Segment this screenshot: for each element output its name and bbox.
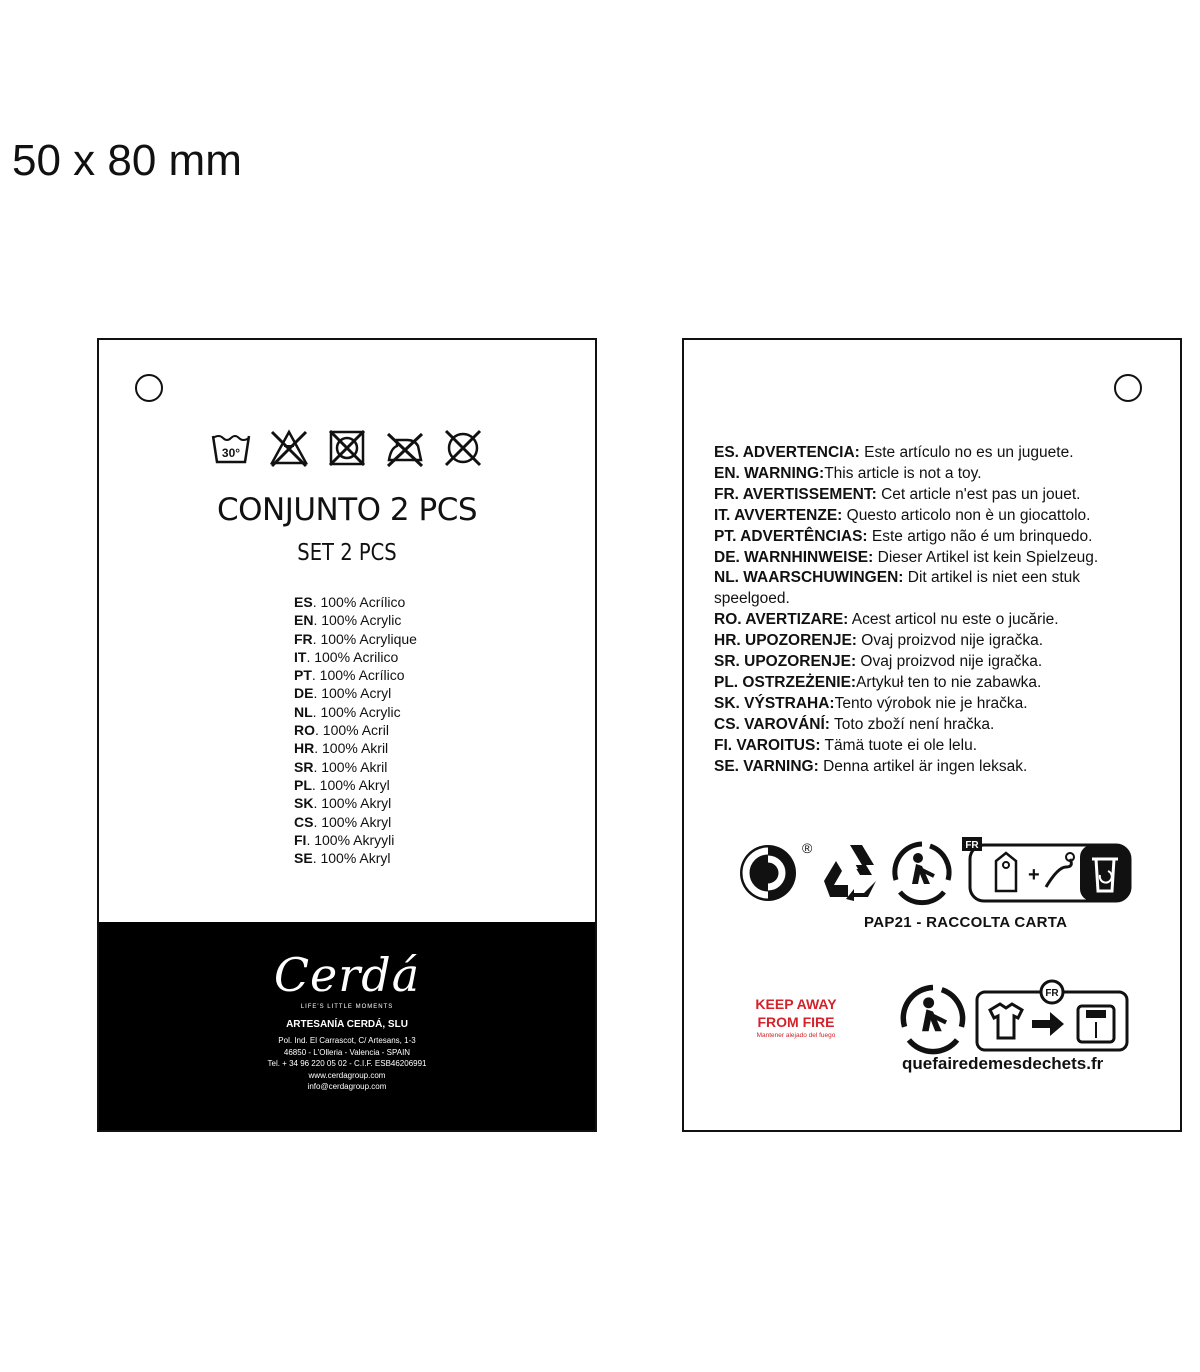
front-label-card — [97, 338, 597, 1132]
list-item: CS. 100% Akryl — [294, 813, 392, 830]
website-link: www.cerdagroup.com — [308, 1070, 386, 1080]
triman-symbols — [898, 980, 1130, 1054]
wash-temp: 30° — [221, 446, 241, 460]
hang-hole — [1114, 374, 1142, 402]
textile-triman-box — [974, 980, 1130, 1054]
wash-30-icon — [211, 428, 251, 468]
list-item: FR. AVERTISSEMENT: Cet article n'est pas un jouet. — [714, 485, 1081, 503]
recycling-website: quefairedemesdechets.fr — [902, 1054, 1104, 1073]
list-item: FI. 100% Akryyli — [294, 831, 395, 848]
registered-mark: ® — [802, 840, 813, 856]
list-item: DE. WARNHINWEISE: Dieser Artikel ist kein Spielzeug. — [714, 548, 1099, 566]
list-item: PL. OSTRZEŻENIE:Artykuł ten to nie zabawka. — [714, 673, 1042, 691]
address-line: 46850 - L'Olleria - Valencia - SPAIN — [283, 1047, 411, 1057]
list-item: FI. VAROITUS: Tämä tuote ei ole lelu. — [714, 736, 978, 754]
company-name: ARTESANÍA CERDÁ, SLU — [286, 1019, 408, 1030]
composition-list — [294, 593, 417, 867]
brand-logo: Cerdá — [273, 948, 421, 1002]
list-item: ES. ADVERTENCIA: Este artículo no es un juguete. — [714, 444, 1074, 461]
list-item: FR. 100% Acrylique — [294, 630, 417, 647]
list-item: CS. VAROVÁNÍ: Toto zboží není hračka. — [714, 715, 995, 733]
address-line: Tel. + 34 96 220 05 02 - C.I.F. ESB46206991 — [267, 1059, 427, 1068]
back-label-card — [682, 338, 1182, 1132]
product-subtitle: SET 2 PCS — [297, 540, 397, 566]
list-item: PT. ADVERTÊNCIAS: Este artigo não é um brinquedo. — [714, 527, 1093, 545]
dimension-label: 50 x 80 mm — [12, 136, 242, 185]
company-address — [99, 1035, 595, 1093]
list-item: IT. 100% Acrilico — [294, 648, 399, 665]
fire-warning-line2: FROM FIRE — [757, 1014, 835, 1030]
list-item: SR. UPOZORENJE: Ovaj proizvod nije igračka. — [714, 653, 1043, 671]
list-item: RO. 100% Acril — [294, 722, 389, 739]
list-item: IT. AVVERTENZE: Questo articolo non è un giocattolo. — [714, 506, 1091, 524]
list-item: PL. 100% Akryl — [294, 776, 390, 793]
no-iron-icon — [385, 428, 425, 468]
no-dry-clean-icon — [443, 428, 483, 468]
list-item: SE. 100% Akryl — [294, 850, 391, 867]
product-title: CONJUNTO 2 PCS — [216, 492, 478, 528]
recycling-symbols — [738, 837, 1138, 905]
list-item: NL. 100% Acrylic — [294, 703, 401, 720]
list-item: ES. 100% Acrílico — [294, 594, 406, 610]
list-item: NL. WAARSCHUWINGEN: Dit artikel is niet een stuk speelgoed. — [714, 569, 1081, 608]
green-dot-icon — [738, 839, 813, 903]
address-line: Pol. Ind. El Carrascot, C/ Artesans, 1-3 — [278, 1036, 416, 1045]
hang-hole — [135, 374, 163, 402]
tidyman-icon — [898, 983, 968, 1051]
brand-tagline: LIFE'S LITTLE MOMENTS — [300, 1004, 394, 1010]
no-bleach-icon — [269, 428, 309, 468]
list-item: EN. WARNING:This article is not a toy. — [714, 464, 982, 482]
email-link: info@cerdagroup.com — [307, 1082, 387, 1091]
list-item: DE. 100% Acryl — [294, 685, 392, 702]
fire-warning-line1: KEEP AWAY — [755, 996, 837, 1012]
list-item: PT. 100% Acrílico — [294, 667, 405, 684]
list-item: SE. VARNING: Denna artikel är ingen leksak. — [714, 757, 1028, 775]
care-symbols — [99, 428, 595, 468]
brand-footer — [99, 922, 595, 1130]
pap-code: PAP21 - RACCOLTA CARTA — [864, 914, 1068, 931]
no-tumble-dry-icon — [327, 428, 367, 468]
fire-warning-note: Mantener alejado del fuego — [756, 1032, 836, 1039]
fr-badge: FR — [965, 840, 979, 851]
tag-plus-string-to-bin-icon — [962, 837, 1138, 905]
list-item: HR. 100% Akril — [294, 740, 389, 757]
list-item: RO. AVERTIZARE: Acest articol nu este o jucărie. — [714, 611, 1059, 629]
list-item: SK. 100% Akryl — [294, 795, 392, 812]
fire-warning — [734, 995, 858, 1041]
list-item: SR. 100% Akril — [294, 758, 388, 775]
tidyman-icon — [890, 840, 954, 902]
list-item: SK. VÝSTRAHA:Tento výrobok nie je hračka. — [714, 694, 1028, 712]
recycle-icon — [818, 841, 882, 901]
list-item: EN. 100% Acrylic — [294, 612, 402, 629]
plus-sign: + — [1028, 864, 1040, 886]
warning-list — [714, 443, 1154, 778]
list-item: HR. UPOZORENJE: Ovaj proizvod nije igračka. — [714, 632, 1044, 650]
fr-badge: FR — [1045, 988, 1059, 999]
